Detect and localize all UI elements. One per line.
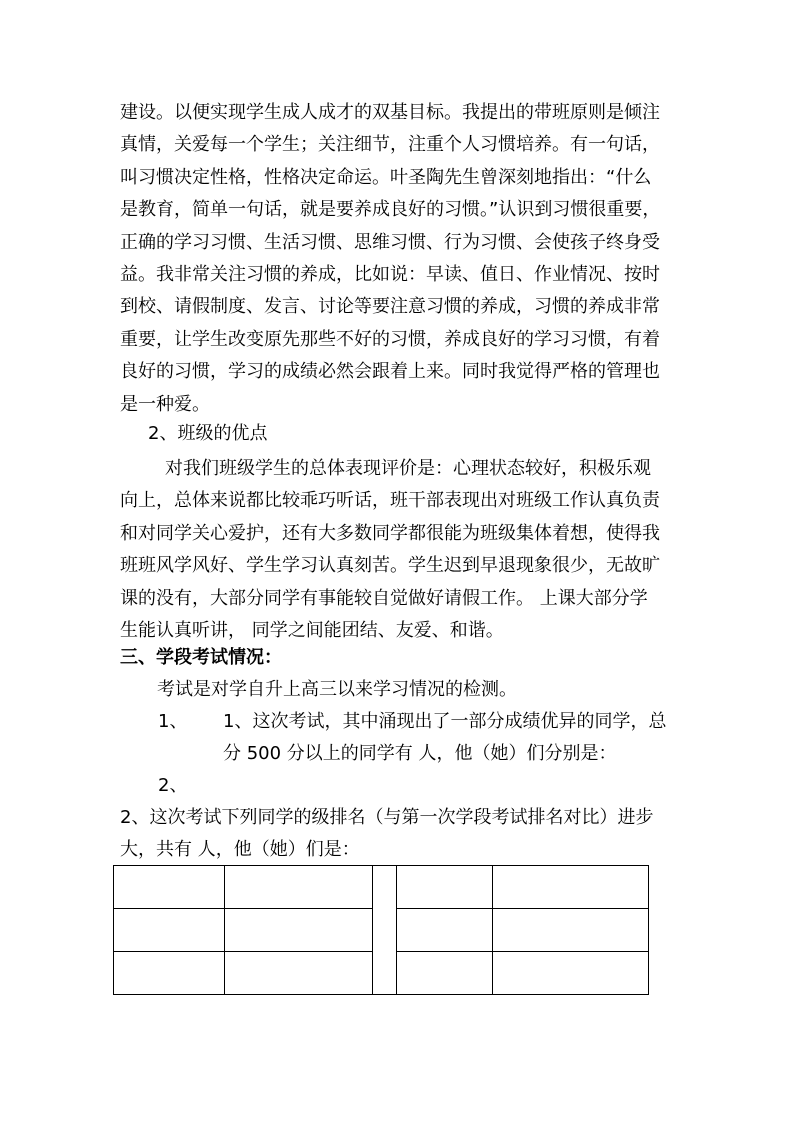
subheading-class-merits: 2、班级的优点: [148, 423, 268, 444]
paragraph-line: 真情，关爱每一个学生；关注细节，注重个人习惯培养。有一句话，: [120, 134, 660, 156]
table-cell[interactable]: [114, 909, 225, 952]
table-divider-cell: [373, 866, 396, 995]
paragraph-line: 正确的学习习惯、生活习惯、思维习惯、行为习惯、会使孩子终身受: [120, 231, 660, 253]
class-merits-paragraph: [120, 453, 680, 647]
table-cell[interactable]: [225, 866, 373, 909]
table-cell[interactable]: [114, 866, 225, 909]
table-row: [114, 866, 649, 909]
paragraph-line: 课的没有，大部分同学有事能较自觉做好请假工作。 上课大部分学: [120, 587, 648, 609]
item-1-line-2: 分 500 分以上的同学有 人，他（她）们分别是：: [223, 743, 617, 764]
paragraph-line: 生能认真听讲， 同学之间能团结、友爱、和谐。: [120, 620, 504, 642]
paragraph-line: 和对同学关心爱护，还有大多数同学都很能为班级集体着想，使得我: [120, 522, 660, 544]
paragraph-line: 叫习惯决定性格，性格决定命运。叶圣陶先生曾深刻地指出：“什么: [120, 166, 652, 188]
paragraph-line: 对我们班级学生的总体表现评价是：心理状态较好，积极乐观: [165, 458, 651, 479]
paragraph-line: 重要，让学生改变原先那些不好的习惯，养成良好的学习习惯，有着: [120, 328, 660, 350]
item-2-line-1: 2、这次考试下列同学的级排名（与第一次学段考试排名对比）进步: [120, 807, 654, 828]
paragraph-line: 向上，总体来说都比较乖巧听话，班干部表现出对班级工作认真负责: [120, 490, 660, 512]
paragraph-line: 班班风学风好、学生学习认真刻苦。学生迟到早退现象很少，无故旷: [120, 555, 660, 577]
list-number-1: 1、: [158, 711, 188, 732]
paragraph-line: 建设。以便实现学生成人成才的双基目标。我提出的带班原则是倾注: [120, 102, 660, 123]
table-cell[interactable]: [396, 866, 492, 909]
table-cell[interactable]: [114, 952, 225, 995]
item-1-line-1: 1、这次考试，其中涌现出了一部分成绩优异的同学，总: [223, 711, 667, 732]
table-cell[interactable]: [396, 952, 492, 995]
item-2-line-2: 大，共有 人，他（她）们是：: [120, 839, 360, 860]
table-cell[interactable]: [492, 866, 648, 909]
paragraph-line: 到校、请假制度、发言、讨论等要注意习惯的养成，习惯的养成非常: [120, 296, 660, 318]
paragraph-line: 是一种爱。: [120, 393, 210, 415]
progress-students-table: [113, 865, 649, 995]
table-cell[interactable]: [225, 909, 373, 952]
section-three-heading: 三、学段考试情况：: [120, 647, 282, 668]
paragraph-line: 是教育，简单一句话，就是要养成良好的习惯。”认识到习惯很重要，: [120, 199, 661, 221]
section-two-intro-paragraph: [120, 97, 680, 421]
table-cell[interactable]: [492, 909, 648, 952]
table-cell[interactable]: [492, 952, 648, 995]
section-three-intro: 考试是对学自升上高三以来学习情况的检测。: [157, 679, 517, 700]
paragraph-line: 益。我非常关注习惯的养成，比如说：早读、值日、作业情况、按时: [120, 264, 660, 286]
list-number-2: 2、: [158, 775, 188, 796]
table-cell[interactable]: [225, 952, 373, 995]
paragraph-line: 良好的习惯，学习的成绩必然会跟着上来。同时我觉得严格的管理也: [120, 361, 660, 383]
table-cell[interactable]: [396, 909, 492, 952]
